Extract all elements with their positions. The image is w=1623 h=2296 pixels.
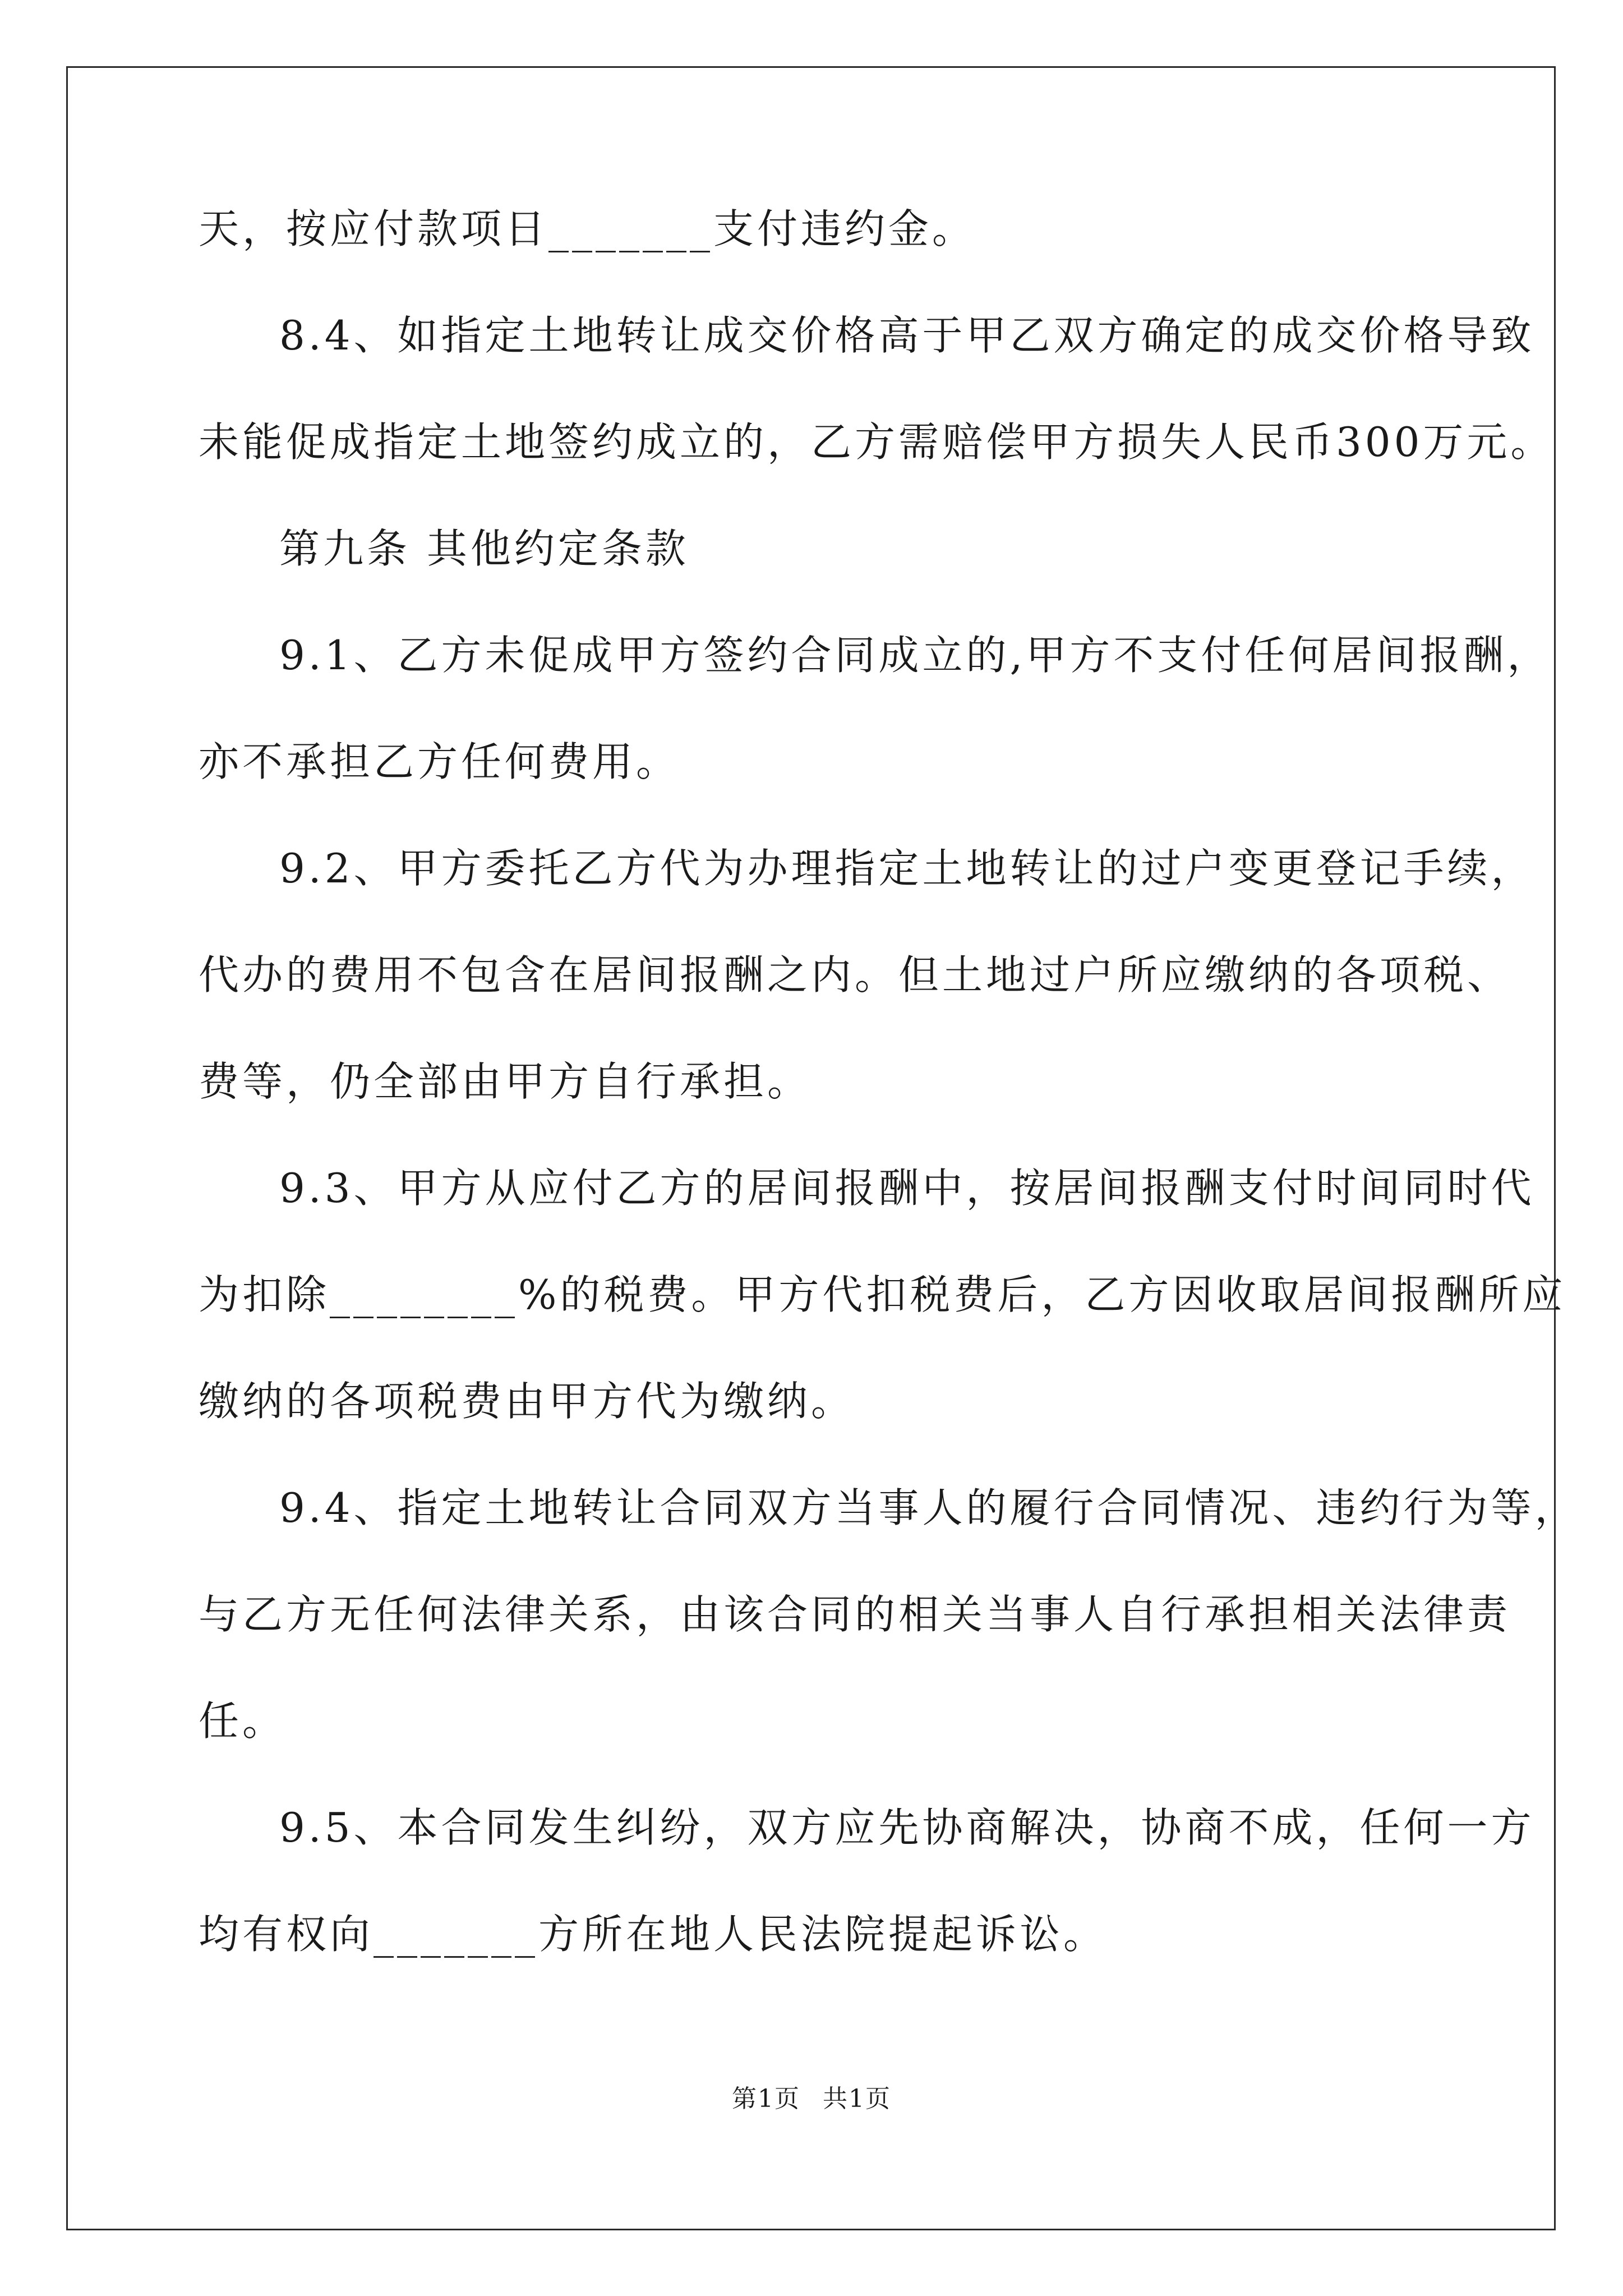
text-line: 为扣除________%的税费。甲方代扣税费后，乙方因收取居间报酬所应 bbox=[199, 1271, 1566, 1318]
text-line: 9.2、甲方委托乙方代为办理指定土地转让的过户变更登记手续， bbox=[279, 845, 1535, 892]
page-number: 第1页 bbox=[732, 2085, 800, 2113]
text-line: 未能促成指定土地签约成立的，乙方需赔偿甲方损失人民币300万元。 bbox=[199, 418, 1555, 466]
text-line: 任。 bbox=[199, 1697, 287, 1745]
section-heading: 第九条 其他约定条款 bbox=[279, 525, 689, 572]
text-line: 9.5、本合同发生纠纷，双方应先协商解决，协商不成，任何一方 bbox=[279, 1804, 1535, 1851]
page-footer bbox=[0, 2082, 1623, 2116]
page-total: 共1页 bbox=[823, 2085, 891, 2113]
text-line: 8.4、如指定土地转让成交价格高于甲乙双方确定的成交价格导致 bbox=[279, 312, 1535, 359]
text-line: 代办的费用不包含在居间报酬之内。但土地过户所应缴纳的各项税、 bbox=[199, 951, 1511, 999]
text-line: 亦不承担乙方任何费用。 bbox=[199, 738, 680, 785]
text-line: 9.1、乙方未促成甲方签约合同成立的,甲方不支付任何居间报酬， bbox=[279, 632, 1551, 679]
text-line: 均有权向_______方所在地人民法院提起诉讼。 bbox=[199, 1911, 1108, 1958]
page-border bbox=[66, 66, 1556, 2230]
text-line: 9.3、甲方从应付乙方的居间报酬中，按居间报酬支付时间同时代 bbox=[279, 1165, 1535, 1212]
text-line: 费等，仍全部由甲方自行承担。 bbox=[199, 1058, 811, 1105]
text-line: 9.4、指定土地转让合同双方当事人的履行合同情况、违约行为等， bbox=[279, 1484, 1579, 1531]
text-line: 与乙方无任何法律关系，由该合同的相关当事人自行承担相关法律责 bbox=[199, 1591, 1511, 1638]
text-line: 缴纳的各项税费由甲方代为缴纳。 bbox=[199, 1378, 855, 1425]
text-line: 天，按应付款项日_______支付违约金。 bbox=[199, 205, 976, 252]
